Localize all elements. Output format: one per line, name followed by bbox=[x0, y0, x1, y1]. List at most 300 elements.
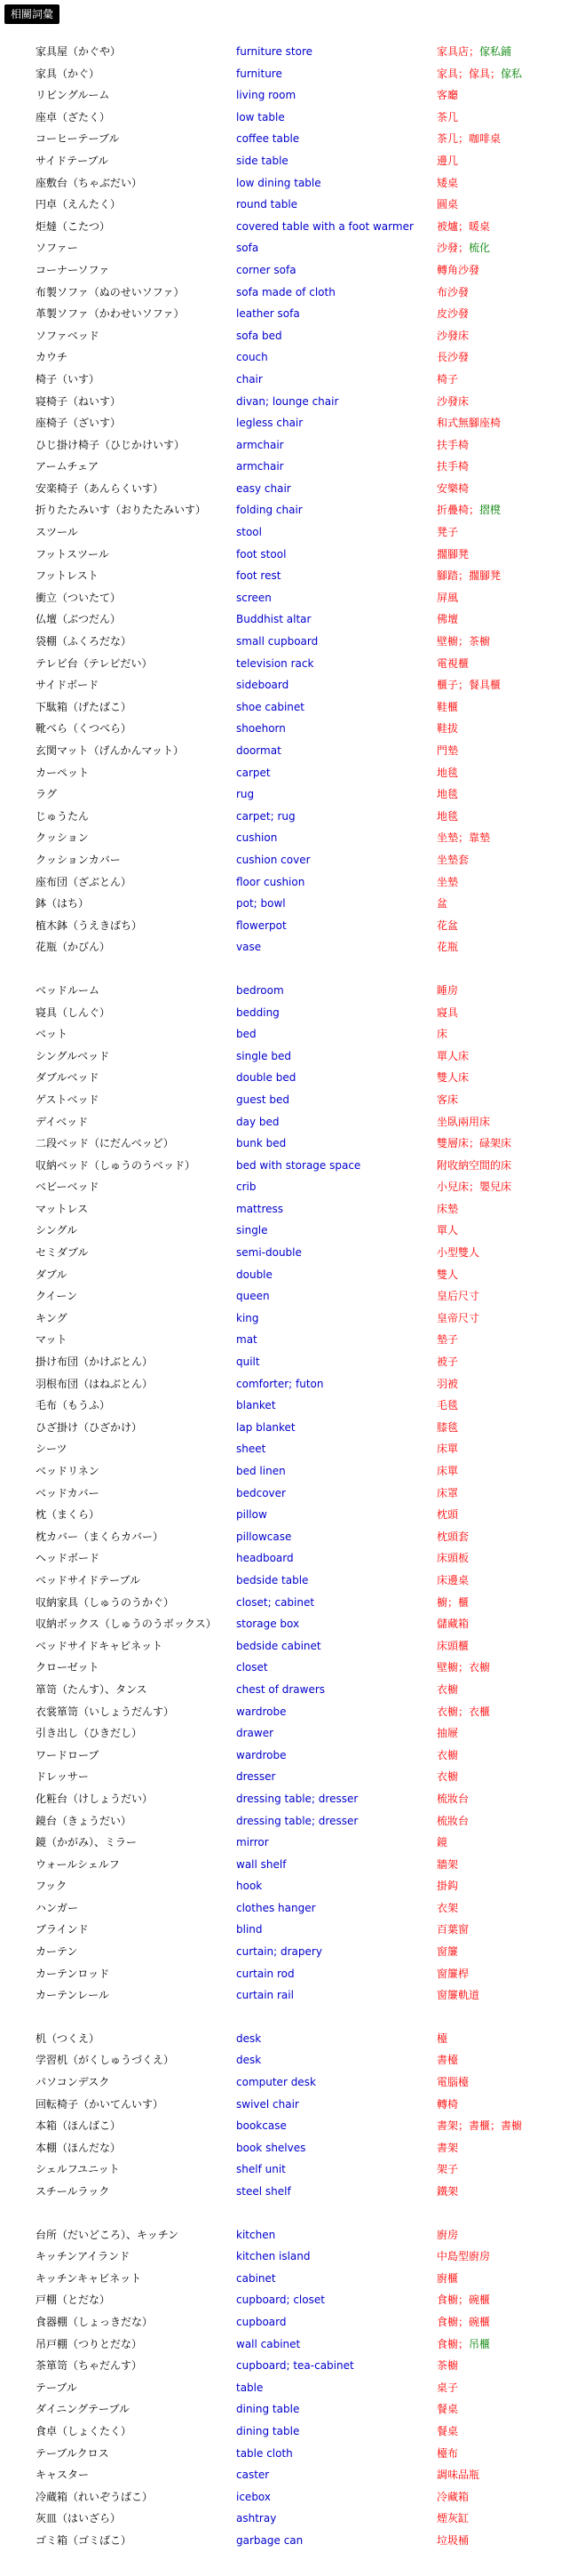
chinese-term-main: 牆架 bbox=[437, 1857, 459, 1871]
chinese-term-main: 毛毯 bbox=[437, 1399, 459, 1412]
vocabulary-row bbox=[0, 1046, 577, 1068]
english-term: quilt bbox=[236, 1356, 260, 1369]
chinese-term bbox=[437, 1111, 575, 1133]
english-term: computer desk bbox=[236, 2076, 316, 2089]
chinese-term-main: 家具店； bbox=[437, 45, 480, 58]
japanese-term: ゴミ箱（ゴミばこ） bbox=[36, 2533, 132, 2547]
chinese-term bbox=[437, 1155, 575, 1177]
japanese-term: 化粧台（けしょうだい） bbox=[36, 1792, 154, 1805]
vocabulary-row bbox=[0, 1788, 577, 1810]
chinese-term-main: 書架 bbox=[437, 2141, 459, 2154]
english-term: bedcover bbox=[236, 1486, 286, 1499]
vocabulary-row bbox=[0, 1766, 577, 1788]
vocabulary-row bbox=[0, 936, 577, 958]
english-term: garbage can bbox=[236, 2533, 304, 2547]
japanese-term: マットレス bbox=[36, 1202, 89, 1215]
english-term: single bed bbox=[236, 1049, 291, 1062]
vocabulary-row bbox=[0, 1919, 577, 1941]
english-term: day bed bbox=[236, 1115, 280, 1128]
english-term: swivel chair bbox=[236, 2097, 299, 2111]
chinese-term-main: 沙發； bbox=[437, 242, 470, 255]
chinese-term-main: 客廳 bbox=[437, 89, 459, 102]
chinese-term bbox=[437, 2311, 575, 2334]
vocabulary-row bbox=[0, 2289, 577, 2311]
chinese-term-main: 床單 bbox=[437, 1465, 459, 1477]
english-term: wardrobe bbox=[236, 1705, 287, 1718]
english-term: pillow bbox=[236, 1508, 267, 1522]
chinese-term bbox=[437, 762, 575, 784]
vocabulary-row bbox=[0, 1592, 577, 1614]
chinese-term-main: 床墊 bbox=[437, 1202, 459, 1215]
vocabulary-row bbox=[0, 128, 577, 150]
cantonese-term: 傢私鋪 bbox=[479, 45, 512, 58]
vocabulary-row bbox=[0, 2094, 577, 2116]
japanese-term: 枕カバー（まくらカバー） bbox=[36, 1530, 164, 1543]
chinese-term-main: 家具；傢具； bbox=[437, 67, 502, 80]
japanese-term: ひざ掛け（ひざかけ） bbox=[36, 1420, 143, 1434]
english-term: king bbox=[236, 1311, 259, 1324]
chinese-term bbox=[437, 1592, 575, 1614]
chinese-term bbox=[437, 1483, 575, 1505]
english-term: shoe cabinet bbox=[236, 700, 304, 713]
japanese-term: アームチェア bbox=[36, 460, 99, 473]
japanese-term: 冷蔵箱（れいぞうばこ） bbox=[36, 2490, 154, 2503]
chinese-term bbox=[437, 1613, 575, 1635]
chinese-term-main: 沙發床 bbox=[437, 394, 470, 408]
vocabulary-row bbox=[0, 1351, 577, 1373]
vocabulary-row bbox=[0, 1176, 577, 1198]
vocabulary-row bbox=[0, 1679, 577, 1701]
vocabulary-row bbox=[0, 1329, 577, 1351]
chinese-term bbox=[437, 587, 575, 609]
vocabulary-row bbox=[0, 1722, 577, 1745]
vocabulary-row bbox=[0, 893, 577, 915]
vocabulary-row bbox=[0, 1417, 577, 1439]
chinese-term bbox=[437, 2486, 575, 2508]
english-term: cushion cover bbox=[236, 853, 311, 866]
chinese-term-main: 床罩 bbox=[437, 1486, 459, 1499]
chinese-term-main: 窗簾桿 bbox=[437, 1967, 470, 1980]
english-term: dressing table; dresser bbox=[236, 1792, 359, 1805]
chinese-term bbox=[437, 2071, 575, 2094]
japanese-term: 本棚（ほんだな） bbox=[36, 2141, 122, 2154]
english-term: easy chair bbox=[236, 481, 291, 495]
english-term: stool bbox=[236, 526, 262, 539]
chinese-term bbox=[437, 325, 575, 347]
chinese-term-main: 桌子 bbox=[437, 2381, 459, 2394]
english-term: armchair bbox=[236, 438, 284, 451]
english-term: cupboard; tea-cabinet bbox=[236, 2359, 354, 2373]
chinese-term bbox=[437, 871, 575, 894]
chinese-term bbox=[437, 369, 575, 391]
english-term: foot stool bbox=[236, 547, 287, 561]
chinese-term bbox=[437, 2159, 575, 2181]
chinese-term-main: 布沙發 bbox=[437, 285, 470, 298]
english-term: couch bbox=[236, 351, 268, 364]
vocabulary-row bbox=[0, 434, 577, 457]
chinese-term-main: 餐桌 bbox=[437, 2424, 459, 2437]
chinese-term bbox=[437, 84, 575, 107]
chinese-term bbox=[437, 740, 575, 762]
chinese-term-main: 廚櫃 bbox=[437, 2271, 459, 2285]
japanese-term: 食器棚（しょっきだな） bbox=[36, 2315, 154, 2328]
english-term: leather sofa bbox=[236, 307, 300, 321]
chinese-term-main: 雙層床；碌架床 bbox=[437, 1137, 512, 1150]
english-term: living room bbox=[236, 89, 296, 102]
japanese-term: カウチ bbox=[36, 351, 68, 364]
chinese-term bbox=[437, 2028, 575, 2050]
english-term: table bbox=[236, 2381, 264, 2394]
english-term: blind bbox=[236, 1923, 263, 1936]
english-term: lap blanket bbox=[236, 1420, 296, 1434]
japanese-term: 炬燵（こたつ） bbox=[36, 219, 111, 233]
chinese-term bbox=[437, 2049, 575, 2071]
japanese-term: 茶箪笥（ちゃだんす） bbox=[36, 2359, 143, 2373]
chinese-term-main: 檯布 bbox=[437, 2446, 459, 2460]
vocabulary-row bbox=[0, 1242, 577, 1264]
vocabulary-row bbox=[0, 1810, 577, 1833]
chinese-term-main: 鐵架 bbox=[437, 2185, 459, 2198]
japanese-term: スツール bbox=[36, 526, 78, 539]
vocabulary-row bbox=[0, 1504, 577, 1526]
japanese-term: 革製ソファ（かわせいソファ） bbox=[36, 307, 185, 321]
vocabulary-group bbox=[0, 980, 577, 2007]
vocabulary-row bbox=[0, 2530, 577, 2552]
vocabulary-row bbox=[0, 412, 577, 434]
vocabulary-row bbox=[0, 1133, 577, 1155]
japanese-term: 植木鉢（うえきばち） bbox=[36, 918, 143, 932]
chinese-term bbox=[437, 2398, 575, 2421]
english-term: semi-double bbox=[236, 1246, 302, 1260]
japanese-term: ブラインド bbox=[36, 1923, 89, 1936]
japanese-term: ベッドサイドキャビネット bbox=[36, 1639, 163, 1652]
japanese-term: コーナーソファ bbox=[36, 263, 110, 276]
japanese-term: セミダブル bbox=[36, 1246, 89, 1260]
english-term: double bed bbox=[236, 1071, 296, 1085]
vocabulary-row bbox=[0, 2137, 577, 2159]
japanese-term: ベビーベッド bbox=[36, 1181, 99, 1194]
vocabulary-row bbox=[0, 282, 577, 304]
chinese-term bbox=[437, 631, 575, 653]
english-term: closet bbox=[236, 1661, 268, 1674]
chinese-term-main: 床頭板 bbox=[437, 1552, 470, 1565]
vocabulary-row bbox=[0, 216, 577, 238]
vocabulary-row bbox=[0, 1963, 577, 1985]
japanese-term: キング bbox=[36, 1311, 67, 1324]
english-term: crib bbox=[236, 1181, 257, 1194]
vocabulary-row bbox=[0, 2159, 577, 2181]
chinese-term-main: 茶櫥 bbox=[437, 2359, 459, 2373]
japanese-term: 下駄箱（げたばこ） bbox=[36, 700, 132, 713]
chinese-term bbox=[437, 150, 575, 172]
chinese-term bbox=[437, 521, 575, 544]
vocabulary-row bbox=[0, 1264, 577, 1286]
japanese-term: 鏡台（きょうだい） bbox=[36, 1814, 132, 1827]
english-term: icebox bbox=[236, 2490, 272, 2503]
chinese-term-main: 檯 bbox=[437, 2031, 448, 2045]
english-term: legless chair bbox=[236, 417, 304, 430]
chinese-term-main: 食櫥； bbox=[437, 2337, 470, 2350]
chinese-term-main: 煙灰缸 bbox=[437, 2512, 470, 2525]
page-title-tab: 相關詞彙 bbox=[4, 4, 59, 24]
chinese-term-main: 餐桌 bbox=[437, 2403, 459, 2416]
chinese-term bbox=[437, 2181, 575, 2203]
japanese-term: ワードローブ bbox=[36, 1748, 99, 1761]
cantonese-term: 傢私 bbox=[501, 67, 523, 80]
japanese-term: キャスター bbox=[36, 2469, 90, 2482]
japanese-term: キッチンアイランド bbox=[36, 2250, 130, 2263]
english-term: carpet; rug bbox=[236, 809, 296, 823]
english-term: bunk bed bbox=[236, 1137, 287, 1150]
chinese-term bbox=[437, 783, 575, 806]
vocabulary-row bbox=[0, 1089, 577, 1111]
english-term: chest of drawers bbox=[236, 1682, 326, 1696]
vocabulary-row bbox=[0, 2181, 577, 2203]
chinese-term bbox=[437, 1220, 575, 1242]
japanese-term: ダブル bbox=[36, 1268, 67, 1281]
chinese-term-main: 沙發床 bbox=[437, 329, 470, 342]
english-term: sofa made of cloth bbox=[236, 285, 336, 298]
chinese-term-main: 茶几；咖啡桌 bbox=[437, 132, 502, 146]
japanese-term: フック bbox=[36, 1880, 67, 1893]
japanese-term: ゲストベッド bbox=[36, 1093, 99, 1106]
chinese-term-main: 百葉窗 bbox=[437, 1923, 470, 1936]
chinese-term-main: 坐墊 bbox=[437, 875, 459, 888]
chinese-term-main: 寢具 bbox=[437, 1006, 459, 1019]
chinese-term bbox=[437, 1679, 575, 1701]
english-term: dresser bbox=[236, 1770, 276, 1784]
vocabulary-row bbox=[0, 718, 577, 740]
chinese-term bbox=[437, 1526, 575, 1548]
english-term: queen bbox=[236, 1290, 270, 1303]
chinese-term bbox=[437, 2530, 575, 2552]
english-term: vase bbox=[236, 941, 262, 954]
chinese-term bbox=[437, 1460, 575, 1483]
english-term: television rack bbox=[236, 656, 314, 670]
chinese-term-main: 坐墊；靠墊 bbox=[437, 831, 491, 845]
chinese-term-main: 屏風 bbox=[437, 591, 459, 604]
vocabulary-row bbox=[0, 2311, 577, 2334]
japanese-term: スチールラック bbox=[36, 2185, 110, 2198]
english-term: sofa bbox=[236, 242, 259, 255]
japanese-term: 掛け布団（かけぶとん） bbox=[36, 1356, 154, 1369]
chinese-term bbox=[437, 1635, 575, 1658]
chinese-term-main: 雙人床 bbox=[437, 1071, 470, 1085]
vocabulary-row bbox=[0, 1198, 577, 1220]
chinese-term bbox=[437, 2334, 575, 2356]
japanese-term: シングルベッド bbox=[36, 1049, 110, 1062]
chinese-term-main: 邊几 bbox=[437, 154, 459, 167]
chinese-term-main: 櫃子；餐具櫃 bbox=[437, 679, 502, 692]
japanese-term: カーテン bbox=[36, 1945, 78, 1959]
japanese-term: ダブルベッド bbox=[36, 1071, 99, 1085]
vocabulary-row bbox=[0, 2246, 577, 2268]
english-term: single bbox=[236, 1224, 268, 1237]
english-term: chair bbox=[236, 372, 263, 386]
chinese-term-main: 衣櫥；衣櫃 bbox=[437, 1705, 491, 1718]
vocabulary-row bbox=[0, 1155, 577, 1177]
vocabulary-row bbox=[0, 391, 577, 413]
vocabulary-row bbox=[0, 1373, 577, 1395]
japanese-term: 食卓（しょくたく） bbox=[36, 2424, 132, 2437]
japanese-term: パソコンデスク bbox=[36, 2076, 110, 2089]
vocabulary-row bbox=[0, 871, 577, 894]
japanese-term: デイベッド bbox=[36, 1115, 89, 1128]
chinese-term-main: 中島型廚房 bbox=[437, 2250, 491, 2263]
chinese-term-main: 皮沙發 bbox=[437, 307, 470, 321]
japanese-term: ウォールシェルフ bbox=[36, 1857, 120, 1871]
vocabulary-row bbox=[0, 2049, 577, 2071]
vocabulary-row bbox=[0, 1460, 577, 1483]
english-term: cupboard; closet bbox=[236, 2294, 325, 2307]
vocabulary-row bbox=[0, 653, 577, 675]
english-term: pot; bowl bbox=[236, 897, 286, 910]
chinese-term bbox=[437, 2137, 575, 2159]
english-term: ashtray bbox=[236, 2512, 277, 2525]
chinese-term bbox=[437, 2377, 575, 2399]
chinese-term bbox=[437, 259, 575, 282]
english-term: kitchen island bbox=[236, 2250, 311, 2263]
english-term: armchair bbox=[236, 460, 284, 473]
chinese-term-main: 膝毯 bbox=[437, 1420, 459, 1434]
vocabulary-row bbox=[0, 806, 577, 828]
japanese-term: ドレッサー bbox=[36, 1770, 89, 1784]
vocabulary-row bbox=[0, 41, 577, 63]
chinese-term-main: 圓桌 bbox=[437, 198, 459, 211]
japanese-term: 家具屋（かぐや） bbox=[36, 45, 122, 58]
vocabulary-row bbox=[0, 1395, 577, 1417]
japanese-term: フットスツール bbox=[36, 547, 109, 561]
chinese-term bbox=[437, 1919, 575, 1941]
vocabulary-row bbox=[0, 2028, 577, 2050]
vocabulary-row bbox=[0, 608, 577, 631]
chinese-term-main: 儲藏箱 bbox=[437, 1618, 470, 1631]
chinese-term bbox=[437, 499, 575, 521]
chinese-term bbox=[437, 1722, 575, 1745]
chinese-term bbox=[437, 2289, 575, 2311]
chinese-term-main: 單人床 bbox=[437, 1049, 470, 1062]
chinese-term-main: 長沙發 bbox=[437, 351, 470, 364]
japanese-term: ヘッドボード bbox=[36, 1552, 100, 1565]
chinese-term-main: 櫥；櫃 bbox=[437, 1595, 470, 1609]
chinese-term bbox=[437, 1766, 575, 1788]
chinese-term bbox=[437, 1089, 575, 1111]
chinese-term bbox=[437, 2246, 575, 2268]
vocabulary-row bbox=[0, 1897, 577, 1920]
chinese-term-main: 睡房 bbox=[437, 983, 459, 997]
english-term: small cupboard bbox=[236, 635, 319, 648]
chinese-term bbox=[437, 1788, 575, 1810]
chinese-term-main: 單人 bbox=[437, 1224, 459, 1237]
japanese-term: 椅子（いす） bbox=[36, 372, 100, 386]
chinese-term-main: 盆 bbox=[437, 897, 448, 910]
english-term: bed bbox=[236, 1028, 257, 1041]
chinese-term-main: 腳踏；擱腳凳 bbox=[437, 569, 502, 583]
english-term: clothes hanger bbox=[236, 1901, 316, 1914]
chinese-term-main: 床 bbox=[437, 1028, 448, 1041]
japanese-term: 箪笥（たんす）、タンス bbox=[36, 1682, 147, 1696]
english-term: pillowcase bbox=[236, 1530, 292, 1543]
japanese-term: 回転椅子（かいてんいす） bbox=[36, 2097, 164, 2111]
english-term: cabinet bbox=[236, 2271, 276, 2285]
chinese-term bbox=[437, 2464, 575, 2486]
english-term: sofa bed bbox=[236, 329, 282, 342]
japanese-term: 机（つくえ） bbox=[36, 2031, 100, 2045]
chinese-term-main: 被爐；暖桌 bbox=[437, 219, 491, 233]
japanese-term: 家具（かぐ） bbox=[36, 67, 100, 80]
chinese-term bbox=[437, 1067, 575, 1089]
chinese-term bbox=[437, 915, 575, 937]
chinese-term-main: 架子 bbox=[437, 2163, 459, 2176]
chinese-term bbox=[437, 456, 575, 478]
chinese-term bbox=[437, 2443, 575, 2465]
english-term: caster bbox=[236, 2469, 270, 2482]
chinese-term-main: 轉椅 bbox=[437, 2097, 459, 2111]
japanese-term: カーテンレール bbox=[36, 1989, 109, 2002]
vocabulary-row bbox=[0, 587, 577, 609]
vocabulary-group bbox=[0, 2224, 577, 2552]
english-term: book shelves bbox=[236, 2141, 306, 2154]
japanese-term: ベット bbox=[36, 1028, 68, 1041]
english-term: storage box bbox=[236, 1618, 300, 1631]
chinese-term-main: 小兒床；嬰兒床 bbox=[437, 1181, 512, 1194]
english-term: headboard bbox=[236, 1552, 294, 1565]
english-term: furniture bbox=[236, 67, 282, 80]
chinese-term bbox=[437, 2094, 575, 2116]
english-term: furniture store bbox=[236, 45, 313, 58]
chinese-term bbox=[437, 1133, 575, 1155]
chinese-term-main: 坐墊套 bbox=[437, 853, 470, 866]
chinese-term bbox=[437, 1002, 575, 1024]
vocabulary-row bbox=[0, 1483, 577, 1505]
chinese-term-main: 扶手椅 bbox=[437, 460, 470, 473]
vocabulary-row bbox=[0, 2443, 577, 2465]
vocabulary-row bbox=[0, 1526, 577, 1548]
vocabulary-row bbox=[0, 2377, 577, 2399]
japanese-term: 袋棚（ふくろだな） bbox=[36, 635, 132, 648]
english-term: bookcase bbox=[236, 2119, 287, 2133]
chinese-term-main: 掛鈎 bbox=[437, 1880, 459, 1893]
chinese-term-main: 雙人 bbox=[437, 1268, 459, 1281]
chinese-term-main: 衣櫥 bbox=[437, 1682, 459, 1696]
cantonese-term: 吊櫃 bbox=[469, 2337, 491, 2350]
japanese-term: 花瓶（かびん） bbox=[36, 941, 111, 954]
chinese-term-main: 床頭櫃 bbox=[437, 1639, 470, 1652]
chinese-term bbox=[437, 1504, 575, 1526]
vocabulary-row bbox=[0, 1832, 577, 1854]
vocabulary-row bbox=[0, 2224, 577, 2246]
vocabulary-row bbox=[0, 1438, 577, 1460]
vocabulary-row bbox=[0, 325, 577, 347]
english-term: dressing table; dresser bbox=[236, 1814, 359, 1827]
chinese-term bbox=[437, 2224, 575, 2246]
english-term: desk bbox=[236, 2031, 262, 2045]
japanese-term: ベッドサイドテーブル bbox=[36, 1573, 141, 1586]
japanese-term: キッチンキャビネット bbox=[36, 2271, 142, 2285]
japanese-term: 座卓（ざたく） bbox=[36, 110, 111, 123]
vocabulary-row bbox=[0, 1745, 577, 1767]
vocabulary-row bbox=[0, 259, 577, 282]
chinese-term bbox=[437, 1984, 575, 2007]
chinese-term bbox=[437, 282, 575, 304]
japanese-term: 衣裳箪笥（いしょうだんす） bbox=[36, 1705, 175, 1718]
vocabulary-row bbox=[0, 1875, 577, 1897]
english-term: mat bbox=[236, 1333, 257, 1347]
english-term: table cloth bbox=[236, 2446, 293, 2460]
cantonese-term: 摺櫈 bbox=[479, 504, 502, 517]
chinese-term-main: 小型雙人 bbox=[437, 1246, 480, 1260]
chinese-term-main: 折疊椅； bbox=[437, 504, 480, 517]
